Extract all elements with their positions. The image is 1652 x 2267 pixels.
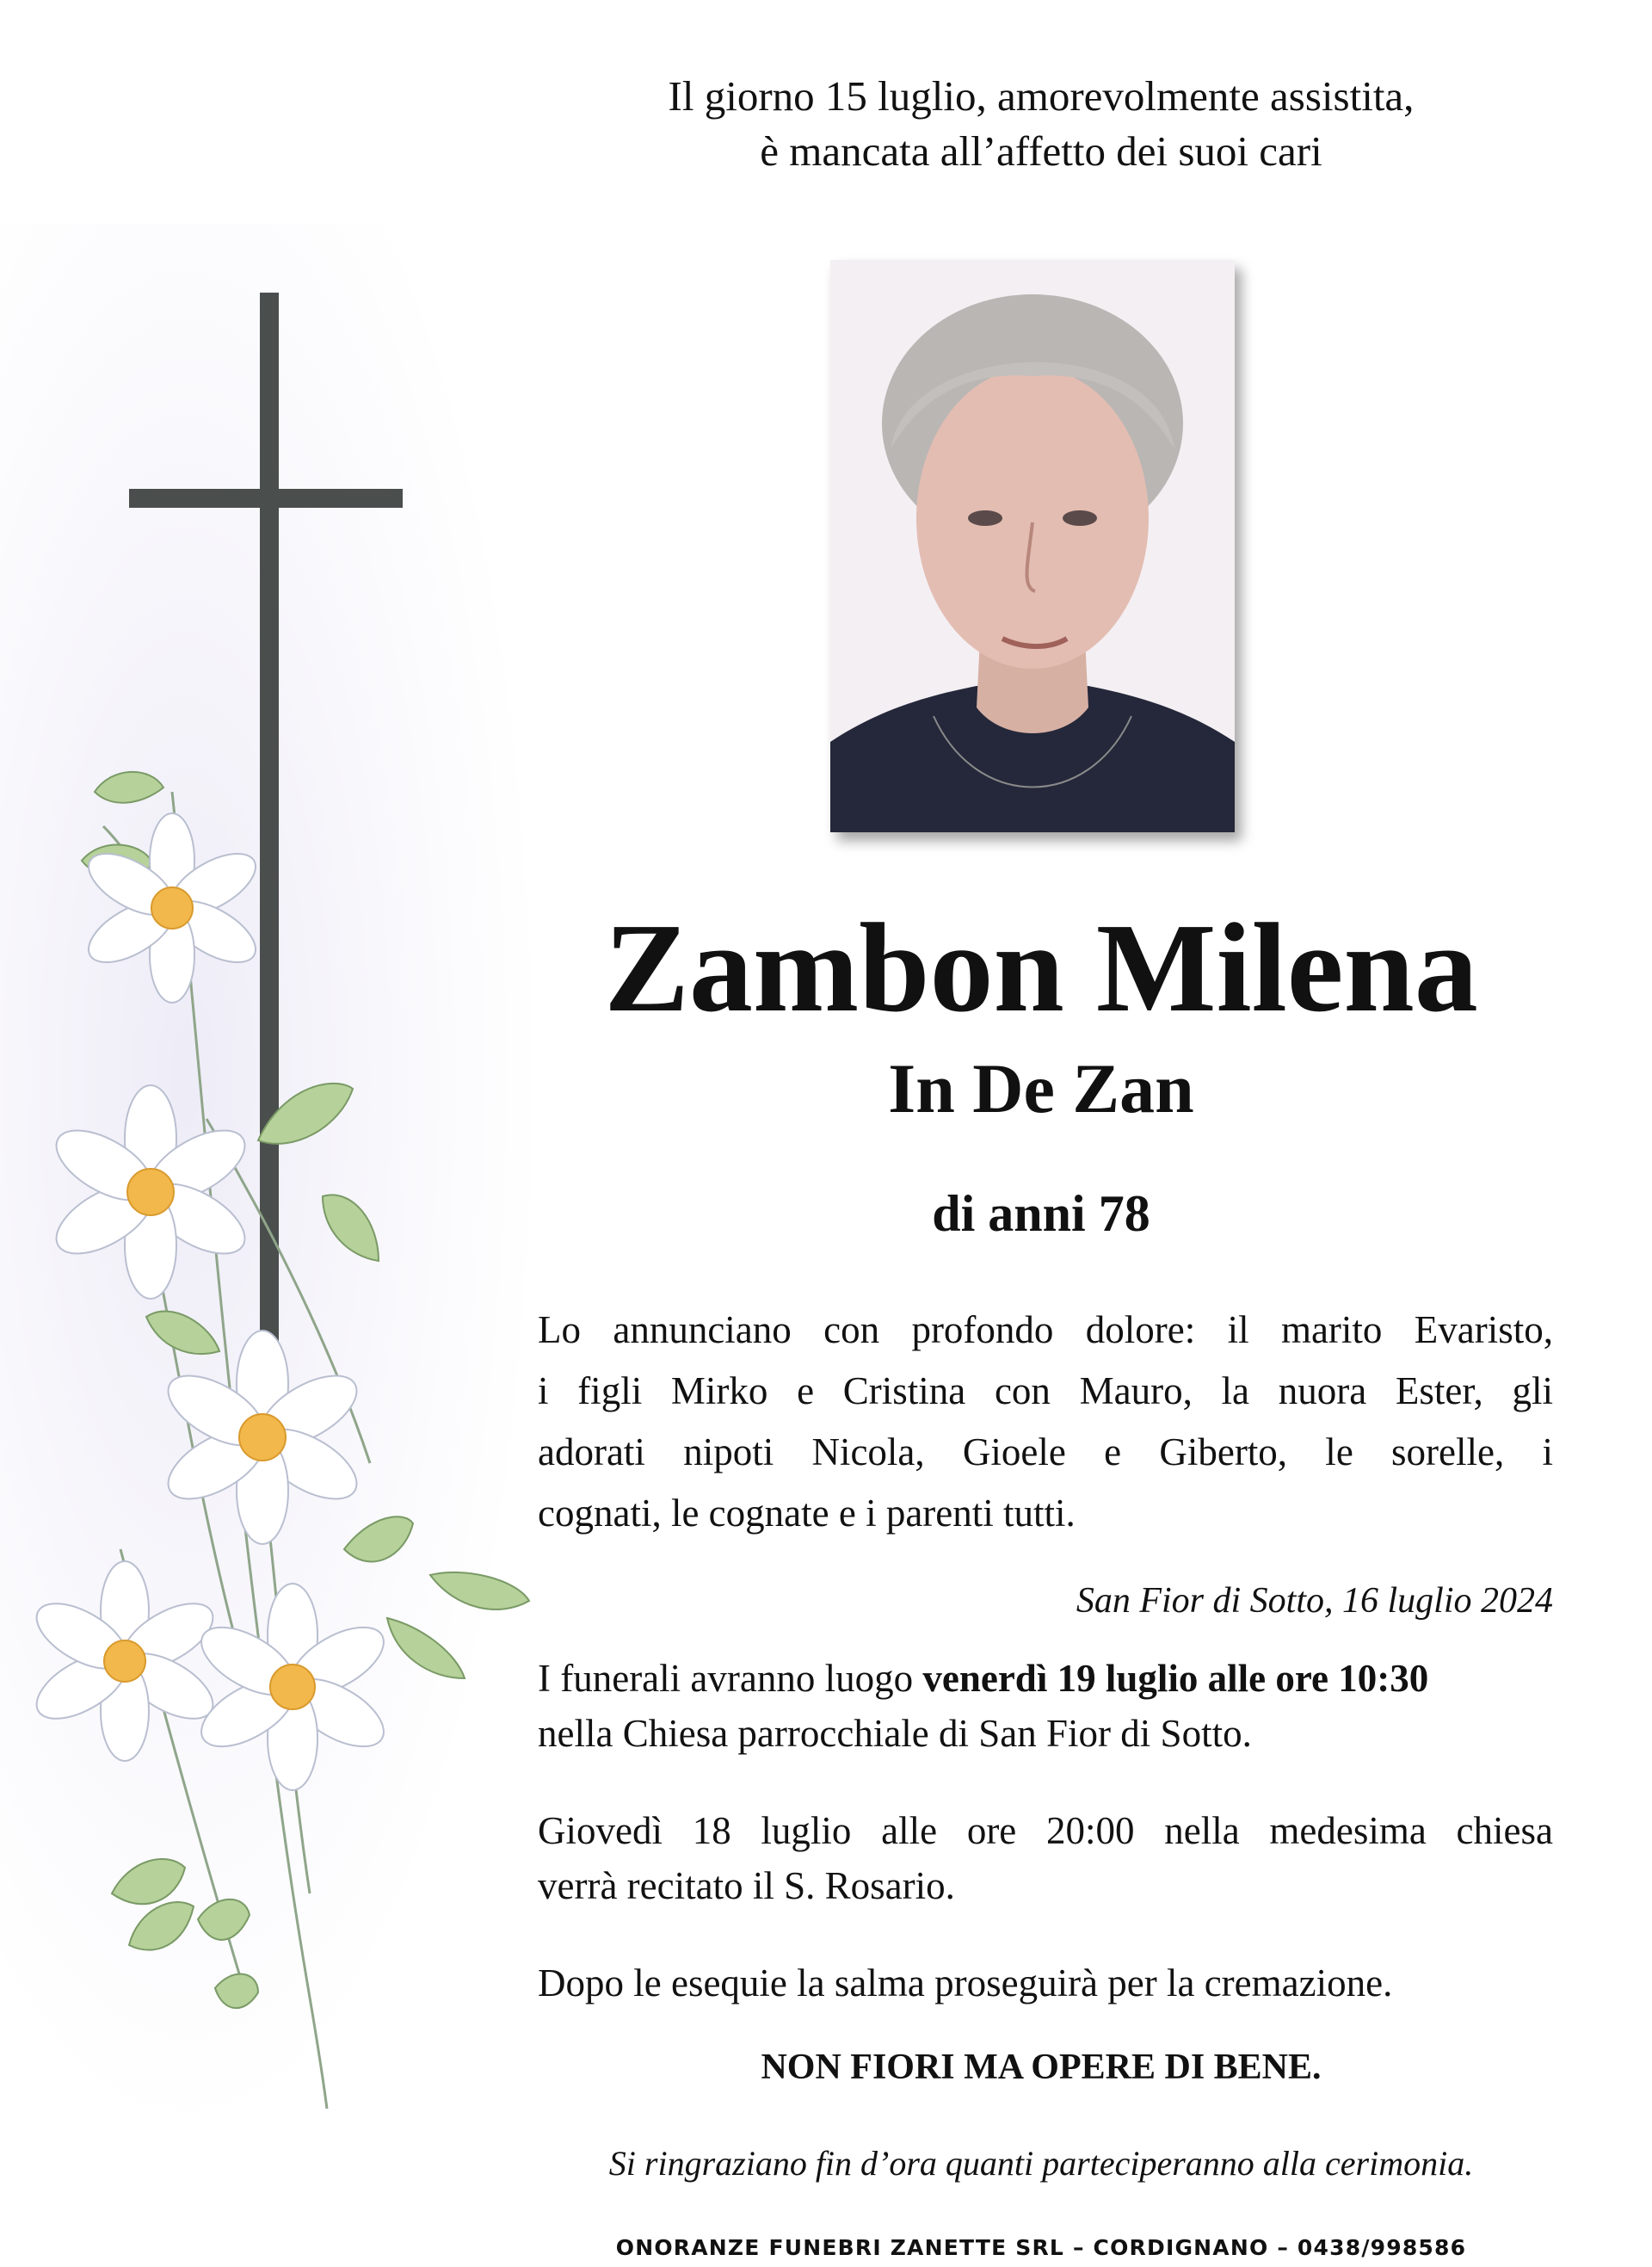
deceased-name: Zambon Milena (604, 898, 1478, 1039)
announcement-line: i figli Mirko e Cristina con Mauro, la nuora Ester, gli (538, 1369, 1553, 1412)
married-name: In De Zan (888, 1049, 1194, 1127)
intro-line-2: è mancata all’affetto dei suoi cari (760, 127, 1322, 175)
portrait-photo (830, 260, 1235, 832)
place-date: San Fior di Sotto, 16 luglio 2024 (1076, 1581, 1553, 1621)
announcement-paragraph (538, 1300, 1553, 1544)
rosary-line-2: verrà recitato il S. Rosario. (538, 1864, 955, 1907)
funeral-prefix: I funerali avranno luogo (538, 1657, 923, 1700)
age-text: di anni 78 (932, 1185, 1150, 1242)
announcement-line: cognati, le cognate e i parenti tutti. (538, 1492, 1076, 1535)
announcement-line: adorati nipoti Nicola, Gioele e Giberto, le sorelle, i (538, 1430, 1553, 1473)
no-flowers-note: NON FIORI MA OPERE DI BENE. (761, 2048, 1322, 2087)
funeral-line-1 (538, 1651, 1553, 1706)
funeral-info (538, 1651, 1553, 1761)
funeral-date-time: venerdì 19 luglio alle ore 10:30 (922, 1657, 1429, 1700)
rosary-info (538, 1803, 1553, 1913)
intro-line-1: Il giorno 15 luglio, amorevolmente assistita, (668, 72, 1415, 120)
intro-text (482, 69, 1600, 179)
funeral-home-footer: ONORANZE FUNEBRI ZANETTE SRL – CORDIGNANO – 0438/998586 (615, 2235, 1467, 2260)
cross-and-flowers-artwork (0, 258, 551, 2152)
rosary-line-1: Giovedì 18 luglio alle ore 20:00 nella medesima chiesa (538, 1809, 1553, 1852)
thanks-note: Si ringraziano fin d’ora quanti parteciperanno alla cerimonia. (608, 2144, 1474, 2183)
flower-decoration (27, 813, 395, 1790)
funeral-line-2: nella Chiesa parrocchiale di San Fior di Sotto. (538, 1712, 1252, 1755)
cremation-note: Dopo le esequie la salma proseguirà per la cremazione. (538, 1961, 1393, 2004)
announcement-line: Lo annunciano con profondo dolore: il marito Evaristo, (538, 1308, 1553, 1351)
